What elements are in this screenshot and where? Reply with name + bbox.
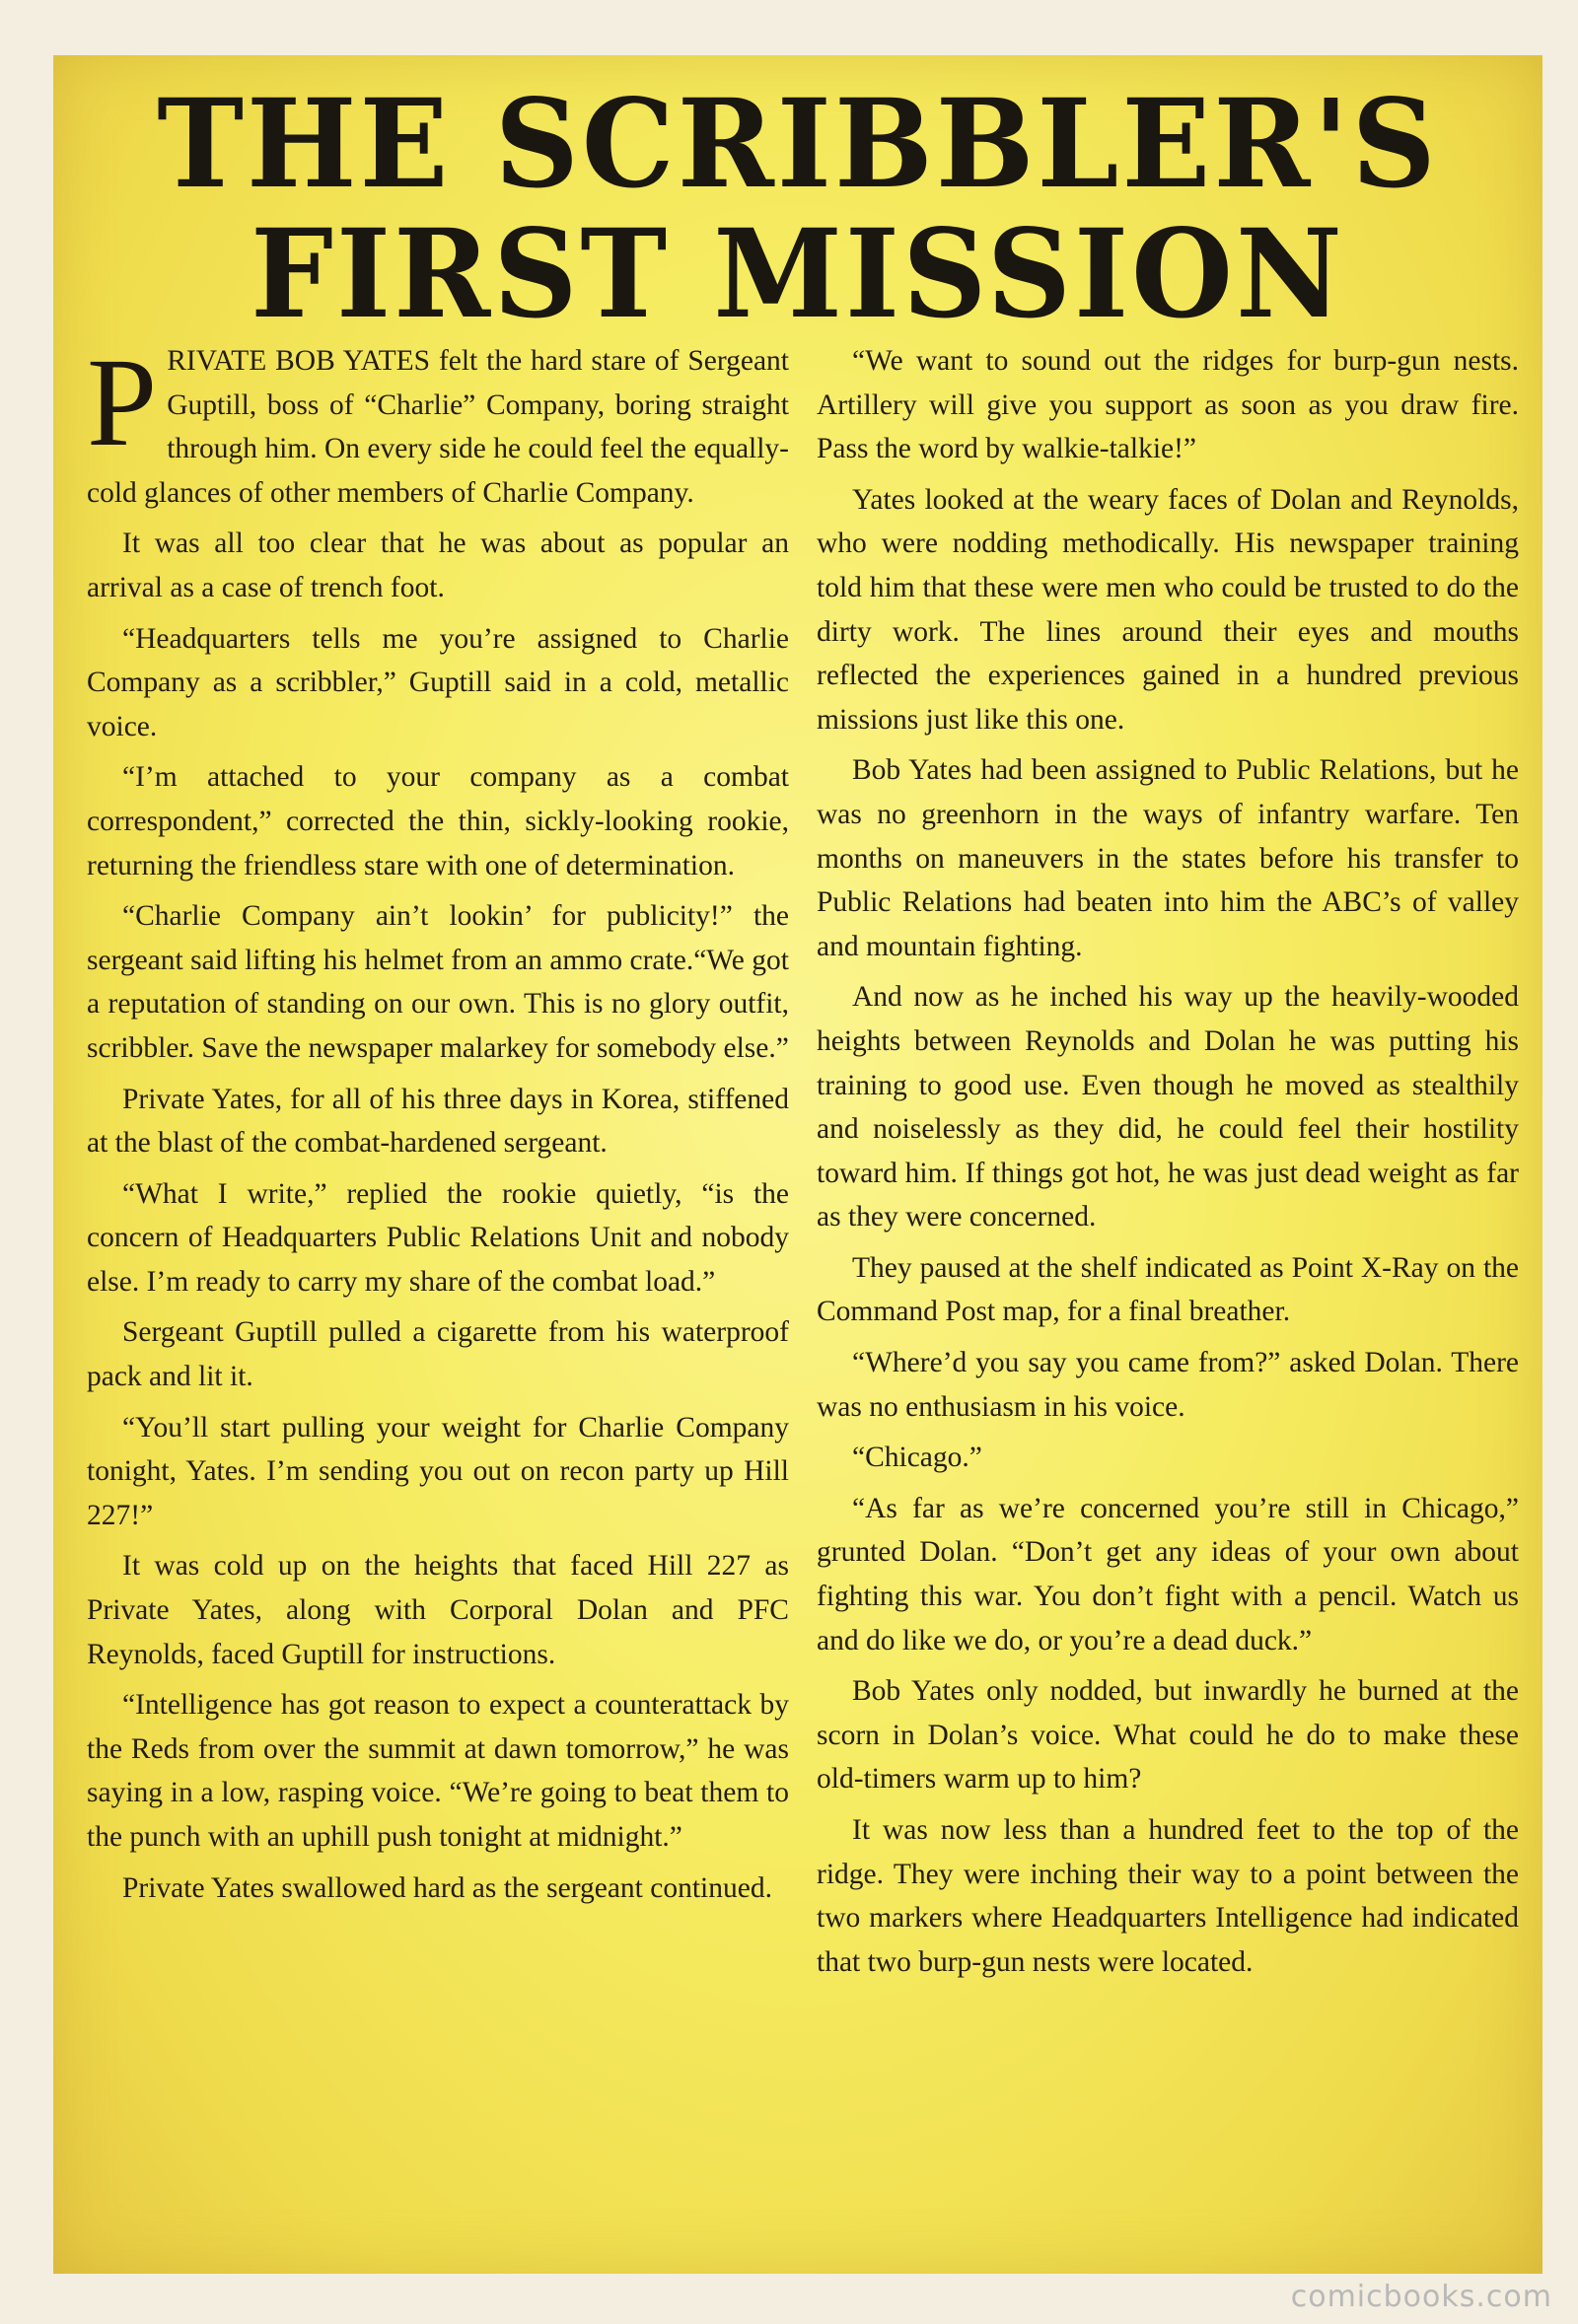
- title-line-2: FIRST MISSION: [251, 201, 1345, 346]
- paragraph: “Intelligence has got reason to expect a counterattack by the Reds from over the summit at dawn tomorrow,” he was saying in a low, rasping voice. “We’re going to beat them to the punch with an uphill push tonight at midnight.”: [87, 1689, 789, 1853]
- paragraph: It was now less than a hundred feet to the top of the ridge. They were inching their way to a point between the two markers where Headquarters Intelligence had indicated that two burp-gun nests were located.: [817, 1814, 1519, 1978]
- column-left: [87, 332, 789, 2262]
- paragraph: It was all too clear that he was about as popular an arrival as a case of trench foot.: [87, 528, 789, 603]
- paragraph: Private Yates swallowed hard as the sergeant continued.: [122, 1871, 772, 1904]
- paragraph: “I’m attached to your company as a combat correspondent,” corrected the thin, sickly-looking rookie, returning the friendless stare with one of determination.: [87, 761, 789, 881]
- paragraph: “Headquarters tells me you’re assigned to Charlie Company as a scribbler,” Guptill said in a cold, metallic voice.: [87, 622, 789, 742]
- story-page: [53, 55, 1542, 2274]
- paragraph: “What I write,” replied the rookie quietly, “is the concern of Headquarters Public Relations Unit and nobody else. I’m ready to carry my share of the combat load.”: [87, 1177, 789, 1298]
- paragraph: Bob Yates only nodded, but inwardly he burned at the scorn in Dolan’s voice. What could he do to make these old-timers warm up to him?: [817, 1675, 1519, 1796]
- paragraph: “Chicago.”: [852, 1442, 982, 1474]
- paragraph: Bob Yates had been assigned to Public Relations, but he was no greenhorn in the ways of infantry warfare. Ten months on maneuvers in the states before his transfer to Public Relations had beaten into him the ABC’s of valley and mountain fighting.: [817, 754, 1519, 962]
- text-columns: [87, 332, 1519, 2262]
- column-right: [817, 339, 1519, 2262]
- paragraph: “We want to sound out the ridges for burp-gun nests. Artillery will give you support as soon as you draw fire. Pass the word by walkie-talkie!”: [817, 345, 1519, 465]
- title-line-1: THE SCRIBBLER'S: [157, 71, 1439, 216]
- paragraph: Yates looked at the weary faces of Dolan and Reynolds, who were nodding methodically. His newspaper training told him that these were men who could be trusted to do the dirty work. The lines around their eyes and mouths reflected the experiences gained in a hundred previous missions just like this one.: [817, 483, 1519, 736]
- paragraph: It was cold up on the heights that faced Hill 227 as Private Yates, along with Corporal Dolan and PFC Reynolds, faced Guptill for instructions.: [87, 1550, 789, 1670]
- paragraph: They paused at the shelf indicated as Point X-Ray on the Command Post map, for a final breather.: [817, 1251, 1519, 1328]
- drop-cap: P: [87, 332, 158, 472]
- paragraph: “As far as we’re concerned you’re still in Chicago,” grunted Dolan. “Don’t get any ideas of your own about fighting this war. You don’t fight with a pencil. Watch us and do like we do, or you’re a dead duck.”: [817, 1492, 1519, 1656]
- story-title: [53, 71, 1542, 346]
- paragraph: “Where’d you say you came from?” asked Dolan. There was no enthusiasm in his voice.: [817, 1347, 1519, 1423]
- paragraph: “Charlie Company ain’t lookin’ for publicity!” the sergeant said lifting his helmet from an ammo crate.“We got a reputation of standing on our own. This is no glory outfit, scribbler. Save the newspaper malarkey for somebody else.”: [87, 900, 789, 1064]
- paragraph: “You’ll start pulling your weight for Charlie Company tonight, Yates. I’m sending you out on recon party up Hill 227!”: [87, 1411, 789, 1531]
- site-watermark: comicbooks.com: [1290, 2280, 1552, 2314]
- paragraph: Private Yates, for all of his three days in Korea, stiffened at the blast of the combat-hardened sergeant.: [87, 1083, 789, 1160]
- paragraph: PRIVATE BOB YATES felt the hard stare of Sergeant Guptill, boss of “Charlie” Company, boring straight through him. On every side he could feel the equally-cold glances of other members of Charlie Company.: [87, 332, 789, 509]
- paragraph: And now as he inched his way up the heavily-wooded heights between Reynolds and Dolan he was putting his training to good use. Even though he moved as stealthily and noiselessly as they did, he could feel their hostility toward him. If things got hot, he was just dead weight as far as they were concerned.: [817, 981, 1519, 1233]
- paragraph: Sergeant Guptill pulled a cigarette from his waterproof pack and lit it.: [87, 1316, 789, 1393]
